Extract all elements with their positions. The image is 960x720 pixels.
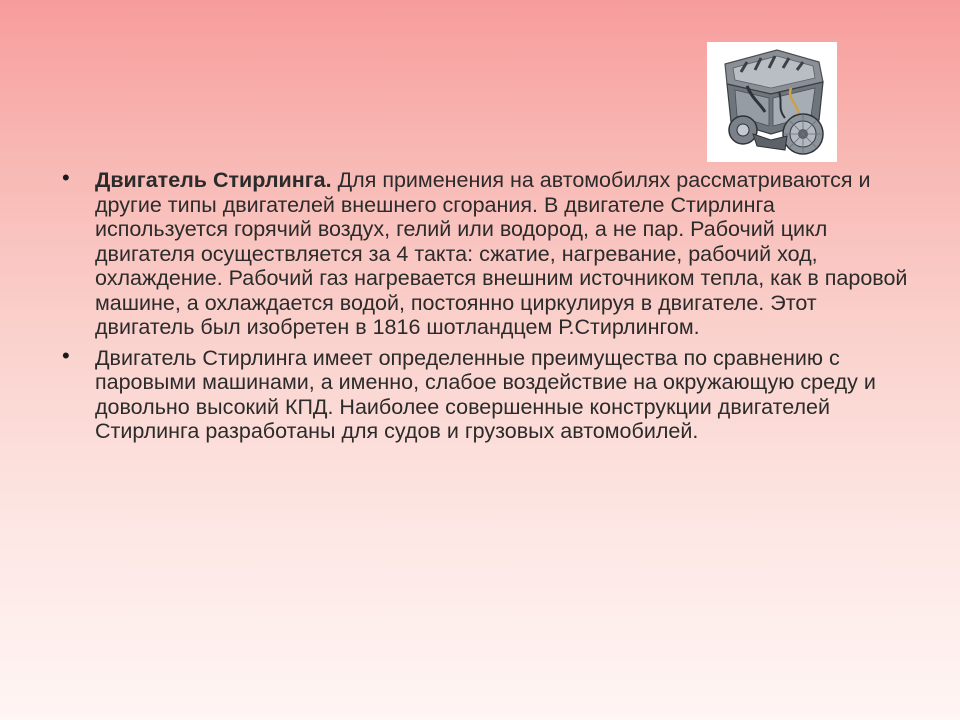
- list-item: [62, 165, 912, 340]
- bullet-body: Двигатель Стирлинга имеет определенные преимущества по сравнению с паровыми машинами, а именно, слабое воздействие на окружающую среду и довольно высокий КПД. Наиболее совершенные конструкции двигателей Стирлинга разработаны для судов и грузовых автомобилей.: [95, 345, 876, 443]
- bullet-list: [62, 165, 912, 450]
- bullet-icon: •: [62, 165, 70, 190]
- bullet-title: Двигатель Стирлинга.: [95, 168, 332, 192]
- engine-photo: [707, 42, 837, 162]
- bullet-paragraph: [95, 346, 912, 444]
- bullet-icon: •: [62, 342, 70, 368]
- bullet-paragraph: [95, 168, 912, 340]
- list-item: [62, 342, 912, 444]
- bullet-body: Для применения на автомобилях рассматриваются и другие типы двигателей внешнего сгорания. В двигателе Стирлинга используется горячий воздух, гелий или водород, а не пар. Рабочий цикл двигателя осуществляется за 4 такта: сжатие, нагревание, рабочий ход, охлаждение. Рабочий газ нагревается внешним источником тепла, как в паровой машине, а охлаждается водой, постоянно циркулируя в двигателе. Этот двигатель был изобретен в 1816 шотландцем Р.Стирлингом.: [95, 168, 908, 339]
